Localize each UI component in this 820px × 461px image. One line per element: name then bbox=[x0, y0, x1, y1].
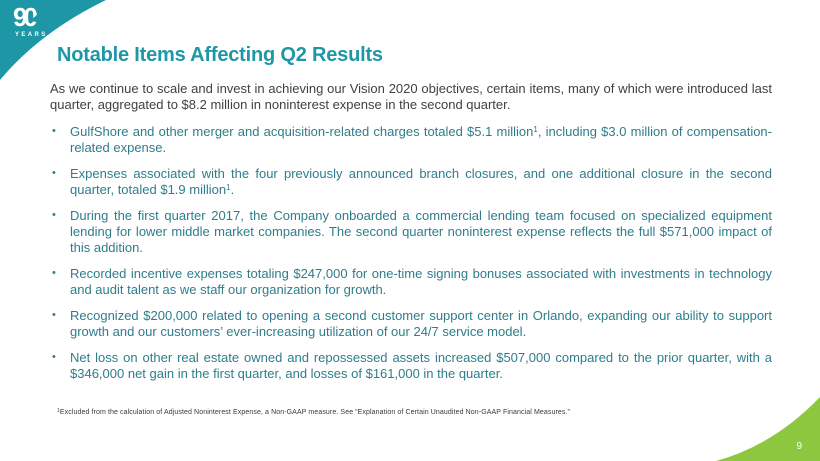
bullet-item bbox=[50, 166, 772, 198]
bullet-item bbox=[50, 266, 772, 298]
bullet-superscript: 1 bbox=[533, 125, 538, 134]
bullet-item bbox=[50, 124, 772, 156]
bullet-text: Recorded incentive expenses totaling $247,000 for one-time signing bonuses associated with investments in technology and audit talent as we staff our organization for growth. bbox=[70, 266, 772, 297]
page-title: Notable Items Affecting Q2 Results bbox=[57, 44, 383, 67]
bullet-marker: • bbox=[52, 125, 56, 137]
slide-body bbox=[50, 81, 772, 392]
footnote-superscript: 1 bbox=[57, 408, 60, 414]
bullet-text bbox=[70, 308, 772, 339]
bullet-list bbox=[50, 124, 772, 382]
bullet-text: Recognized $200,000 related to opening a second customer support center in Orlando, expanding our ability to support growth and our customers’ ever-increasing utilization of our 24/7 service model. bbox=[70, 308, 772, 339]
bullet-superscript: 1 bbox=[226, 183, 231, 192]
bullet-item bbox=[50, 208, 772, 256]
bullet-text bbox=[70, 166, 772, 197]
bullet-text bbox=[70, 124, 772, 155]
anniversary-logo bbox=[13, 4, 48, 38]
bullet-item bbox=[50, 308, 772, 340]
bullet-text bbox=[70, 208, 772, 255]
bullet-text: During the first quarter 2017, the Company onboarded a commercial lending team focused on specialized equipment lending for lower middle market companies. The second quarter noninterest expense reflects the full $571,000 impact of this addition. bbox=[70, 208, 772, 255]
intro-paragraph: As we continue to scale and invest in achieving our Vision 2020 objectives, certain items, many of which were introduced last quarter, aggregated to $8.2 million in noninterest expense in the second quarter. bbox=[50, 81, 772, 112]
bullet-text: , including $3.0 million of compensation-related expense. bbox=[70, 124, 772, 155]
footnote-text: Excluded from the calculation of Adjusted Noninterest Expense, a Non-GAAP measure. See “Explanation of Certain Unaudited Non-GAAP Financial Measures.” bbox=[59, 409, 570, 416]
bullet-marker: • bbox=[52, 167, 56, 179]
bullet-item bbox=[50, 350, 772, 382]
page-number: 9 bbox=[796, 441, 802, 452]
logo-leaf-icon bbox=[30, 11, 41, 22]
bullet-text bbox=[70, 266, 772, 297]
bullet-text: Net loss on other real estate owned and repossessed assets increased $507,000 compared to the prior quarter, with a $346,000 net gain in the first quarter, and losses of $161,000 in the quarter. bbox=[70, 350, 772, 381]
bullet-marker: • bbox=[52, 209, 56, 221]
bullet-text: Expenses associated with the four previously announced branch closures, and one additional closure in the second quarter, totaled $1.9 million bbox=[70, 166, 772, 197]
bullet-text bbox=[70, 350, 772, 381]
bullet-marker: • bbox=[52, 267, 56, 279]
bullet-marker: • bbox=[52, 309, 56, 321]
bullet-text: GulfShore and other merger and acquisition-related charges totaled $5.1 million bbox=[70, 124, 534, 139]
logo-90-number: 90 bbox=[13, 2, 34, 32]
logo-years-caption: YEARS bbox=[15, 32, 48, 38]
bullet-marker: • bbox=[52, 351, 56, 363]
footnote bbox=[57, 409, 570, 416]
bullet-text: . bbox=[230, 182, 235, 197]
